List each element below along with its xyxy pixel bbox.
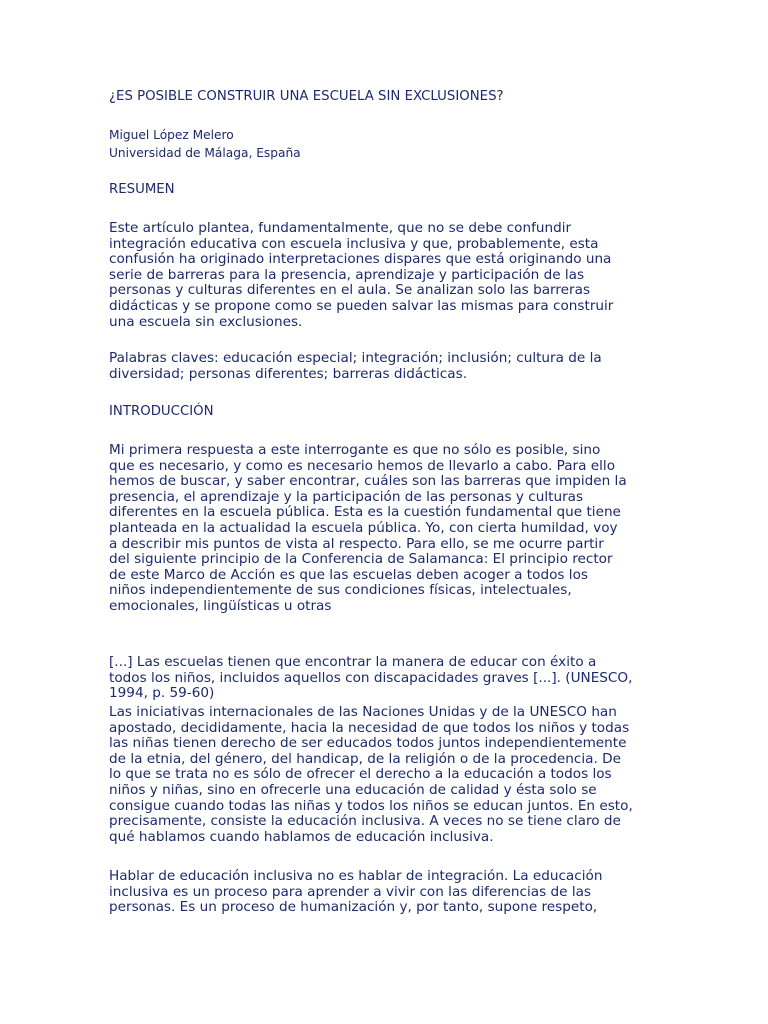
paragraph-line: del siguiente principio de la Conferencia de Salamanca: El principio rector — [109, 551, 613, 568]
paragraph-line: planteada en la actualidad la escuela pública. Yo, con cierta humildad, voy — [109, 519, 618, 536]
paragraph-line: 1994, p. 59-60) — [109, 685, 215, 702]
paragraph-line: qué hablamos cuando hablamos de educación inclusiva. — [109, 828, 494, 845]
paragraph-line: presencia, el aprendizaje y la participación de las personas y culturas — [109, 488, 584, 505]
author-name: Miguel López Melero — [109, 128, 234, 142]
paragraph-line: de este Marco de Acción es que las escuelas deben acoger a todos los — [109, 566, 588, 583]
paragraph-line: [...] Las escuelas tienen que encontrar la manera de educar con éxito a — [109, 654, 597, 670]
paragraph-line: Este artículo plantea, fundamentalmente, que no se debe confundir — [109, 220, 572, 236]
paragraph-line: consigue cuando todas las niñas y todos los niños se educan juntos. En esto, — [109, 797, 633, 814]
introduccion-heading: INTRODUCCIÓN — [109, 404, 214, 419]
paragraph-line: emocionales, lingüísticas u otras — [109, 597, 332, 614]
paragraph-line: integración educativa con escuela inclusiva y que, probablemente, esta — [109, 235, 599, 252]
keywords-paragraph — [109, 351, 602, 382]
author-block — [109, 127, 301, 162]
intro-paragraph — [109, 443, 627, 615]
paragraph-line: serie de barreras para la presencia, aprendizaje y participación de las — [109, 266, 585, 283]
final-paragraph — [109, 869, 602, 916]
paragraph-line: didácticas y se propone como se pueden salvar las mismas para construir — [109, 297, 614, 314]
paragraph-line: Las iniciativas internacionales de las Naciones Unidas y de la UNESCO han — [109, 704, 617, 720]
paragraph-line: personas. Es un proceso de humanización y, por tanto, supone respeto, — [109, 899, 598, 916]
quote-paragraph — [109, 655, 632, 702]
paragraph-line: las niñas tienen derecho de ser educados todos juntos independientemente — [109, 735, 627, 752]
paragraph-line: precisamente, consiste la educación inclusiva. A veces no se tiene claro de — [109, 813, 621, 830]
paragraph-line: todos los niños, incluidos aquellos con discapacidades graves [...]. (UNESCO, — [109, 669, 633, 686]
document-title: ¿ES POSIBLE CONSTRUIR UNA ESCUELA SIN EXCLUSIONES? — [109, 89, 504, 104]
paragraph-line: inclusiva es un proceso para aprender a vivir con las diferencias de las — [109, 883, 592, 900]
paragraph-line: diferentes en la escuela pública. Esta es la cuestión fundamental que tiene — [109, 504, 621, 521]
paragraph-line: confusión ha originado interpretaciones dispares que está originando una — [109, 251, 612, 268]
paragraph-line: lo que se trata no es sólo de ofrecer el derecho a la educación a todos los — [109, 766, 612, 783]
paragraph-line: niños independientemente de sus condiciones físicas, intelectuales, — [109, 582, 572, 599]
paragraph-line: personas y culturas diferentes en el aula. Se analizan solo las barreras — [109, 282, 591, 299]
paragraph-line: apostado, decididamente, hacia la necesidad de que todos los niños y todas — [109, 719, 630, 736]
initiatives-paragraph — [109, 705, 633, 845]
abstract-paragraph — [109, 221, 613, 330]
resumen-heading: RESUMEN — [109, 182, 175, 197]
paragraph-line: a describir mis puntos de vista al respecto. Para ello, se me ocurre partir — [109, 535, 604, 552]
paragraph-line: diversidad; personas diferentes; barreras didácticas. — [109, 365, 468, 382]
paragraph-line: hemos de buscar, y saber encontrar, cuáles son las barreras que impiden la — [109, 473, 627, 490]
paragraph-line: de la etnia, del género, del handicap, de la religión o de la procedencia. De — [109, 750, 621, 767]
paragraph-line: que es necesario, y como es necesario hemos de llevarlo a cabo. Para ello — [109, 457, 616, 474]
paragraph-line: Mi primera respuesta a este interrogante es que no sólo es posible, sino — [109, 442, 601, 458]
paragraph-line: una escuela sin exclusiones. — [109, 313, 303, 330]
author-affiliation: Universidad de Málaga, España — [109, 145, 301, 160]
paragraph-line: niños y niñas, sino en ofrecerle una educación de calidad y ésta solo se — [109, 781, 597, 798]
paragraph-line: Palabras claves: educación especial; integración; inclusión; cultura de la — [109, 350, 602, 366]
paragraph-line: Hablar de educación inclusiva no es hablar de integración. La educación — [109, 868, 603, 884]
